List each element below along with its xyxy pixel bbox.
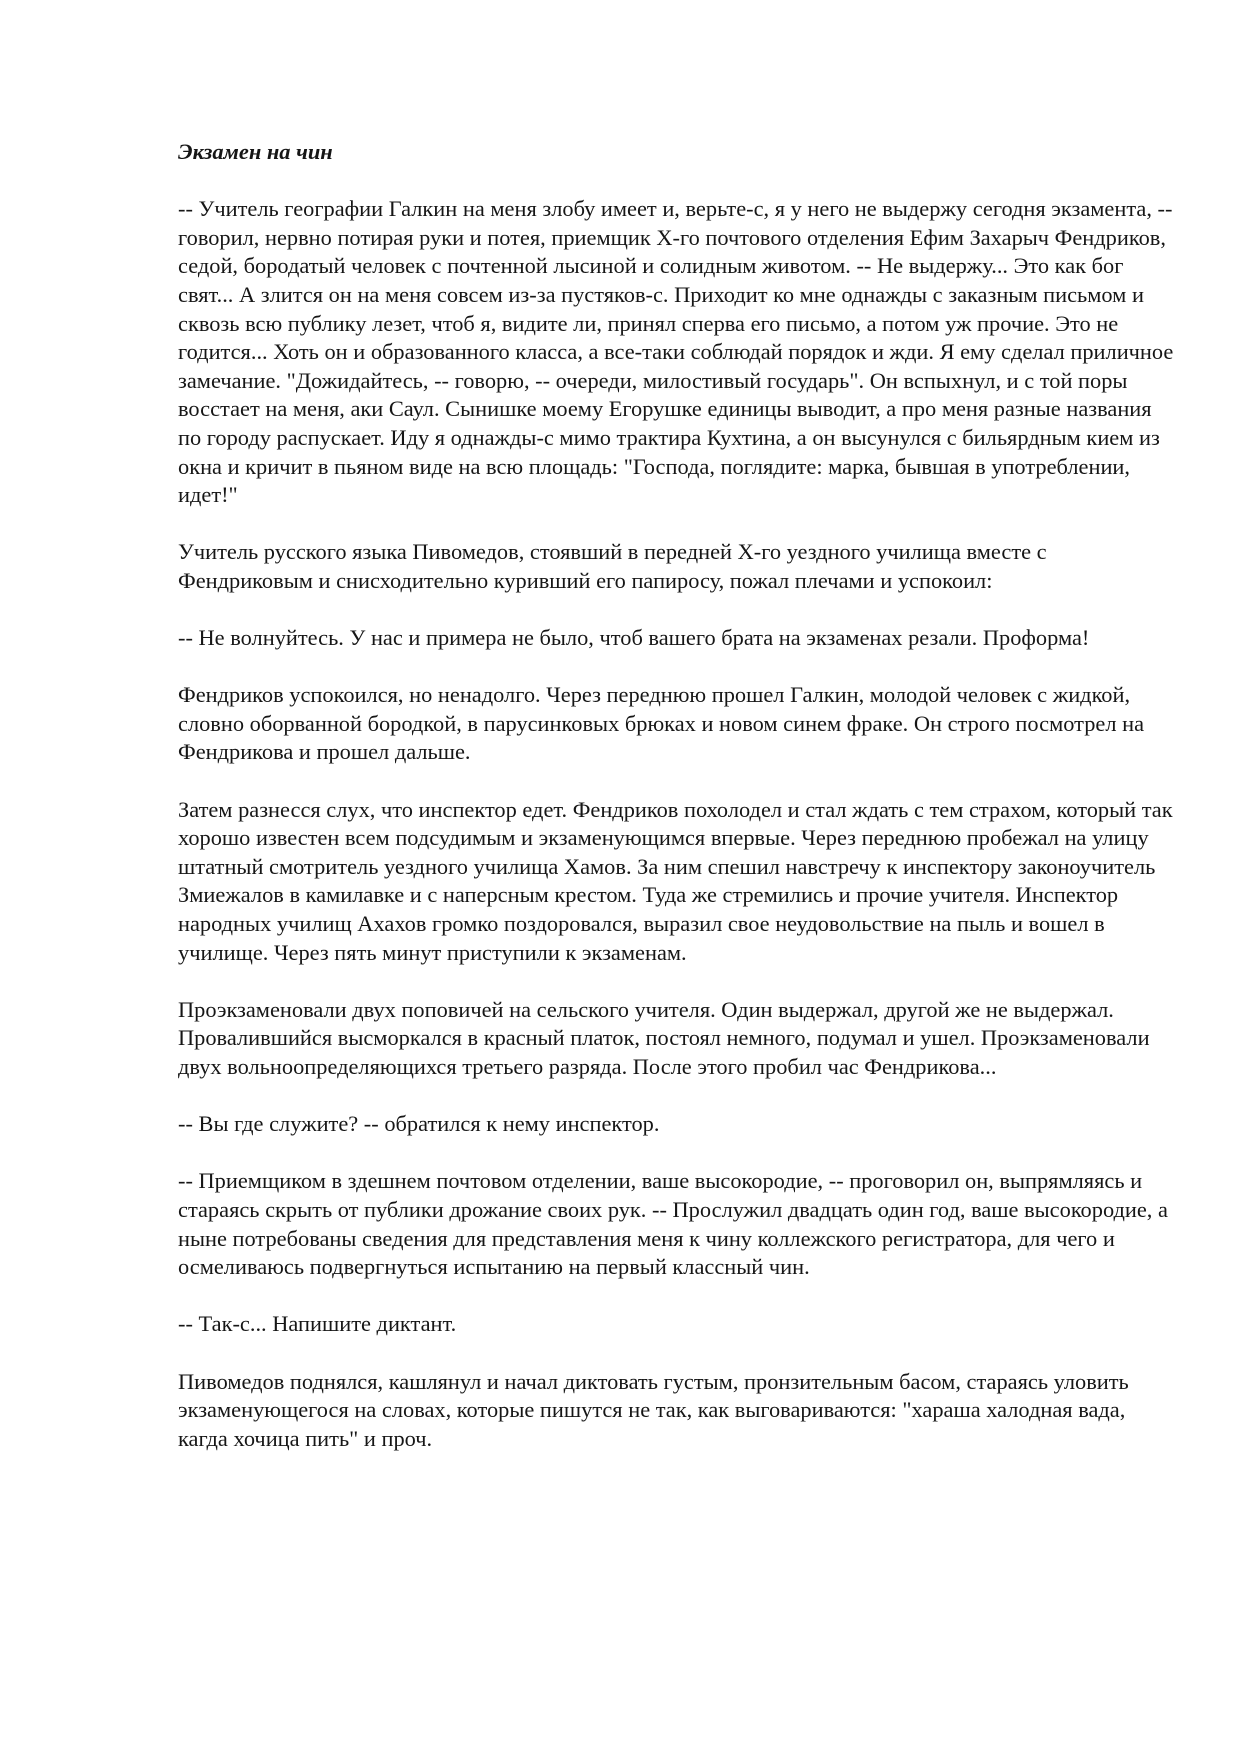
paragraph-2: Учитель русского языка Пивомедов, стоявший в передней Х-го уездного училища вместе с Фендриковым и снисходительно куривший его папиросу, пожал плечами и успокоил: — [178, 539, 1047, 593]
paragraph-5: Затем разнесся слух, что инспектор едет. Фендриков похолодел и стал ждать с тем страхом, который так хорошо известен всем подсудимым и экзаменующимся впервые. Через переднюю пробежал на улицу штатный смотритель уездного училища Хамов. За ним спешил навстречу к инспектору законоучитель Змиежалов в камилавке и с наперсным крестом. Туда же стремились и прочие учителя. Инспектор народных училищ Ахахов громко поздоровался, выразил свое неудовольствие на пыль и вошел в училище. Через пять минут приступили к экзаменам. — [178, 796, 1173, 965]
paragraph-6: Проэкзаменовали двух поповичей на сельского учителя. Один выдержал, другой же не выдержал. Провалившийся высморкался в красный платок, постоял немного, подумал и ушел. Проэкзаменовали двух вольноопределяющихся третьего разряда. После этого пробил час Фендрикова... — [178, 996, 1150, 1079]
document-title: Экзамен на чин — [178, 139, 333, 164]
paragraph-4: Фендриков успокоился, но ненадолго. Через переднюю прошел Галкин, молодой человек с жидкой, словно оборванной бородкой, в парусинковых брюках и новом синем фраке. Он строго посмотрел на Фендрикова и прошел дальше. — [178, 682, 1145, 765]
paragraph-7: -- Вы где служите? -- обратился к нему инспектор. — [178, 1111, 660, 1137]
paragraph-1: -- Учитель географии Галкин на меня злобу имеет и, верьте-с, я у него не выдержу сегодня экзамента, -- говорил, нервно потирая руки и потея, приемщик Х-го почтового отделения Ефим Захарыч Фендриков, седой, бородатый человек с почтенной лысиной и солидным животом. -- Не выдержу... Это как бог свят... А злится он на меня совсем из-за пустяков-с. Приходит ко мне однажды с заказным письмом и сквозь всю публику лезет, чтоб я, видите ли, принял сперва его письмо, а потом уж прочие. Это не годится... Хоть он и образованного класса, а все-таки соблюдай порядок и жди. Я ему сделал приличное замечание. "Дожидайтесь, -- говорю, -- очереди, милостивый государь". Он вспыхнул, и с той поры восстает на меня, аки Саул. Сынишке моему Егорушке единицы выводит, а про меня разные названия по городу распускает. Иду я однажды-с мимо трактира Кухтина, а он высунулся с бильярдным кием из окна и кричит в пьяном виде на всю площадь: "Господа, поглядите: марка, бывшая в употреблении, идет!" — [178, 196, 1174, 508]
paragraph-9: -- Так-с... Напишите диктант. — [178, 1311, 457, 1337]
paragraph-10: Пивомедов поднялся, кашлянул и начал диктовать густым, пронзительным басом, стараясь уловить экзаменующегося на словах, которые пишутся не так, как выговариваются: "хараша халодная вада, кагда хочица пить" и проч. — [178, 1368, 1129, 1451]
document-body — [178, 138, 1178, 1453]
paragraph-3: -- Не волнуйтесь. У нас и примера не было, чтоб вашего брата на экзаменах резали. Проформа! — [178, 625, 1090, 651]
paragraph-8: -- Приемщиком в здешнем почтовом отделении, ваше высокородие, -- проговорил он, выпрямляясь и стараясь скрыть от публики дрожание своих рук. -- Прослужил двадцать один год, ваше высокородие, а ныне потребованы сведения для представления меня к чину коллежского регистратора, для чего и осмеливаюсь подвергнуться испытанию на первый классный чин. — [178, 1168, 1168, 1280]
